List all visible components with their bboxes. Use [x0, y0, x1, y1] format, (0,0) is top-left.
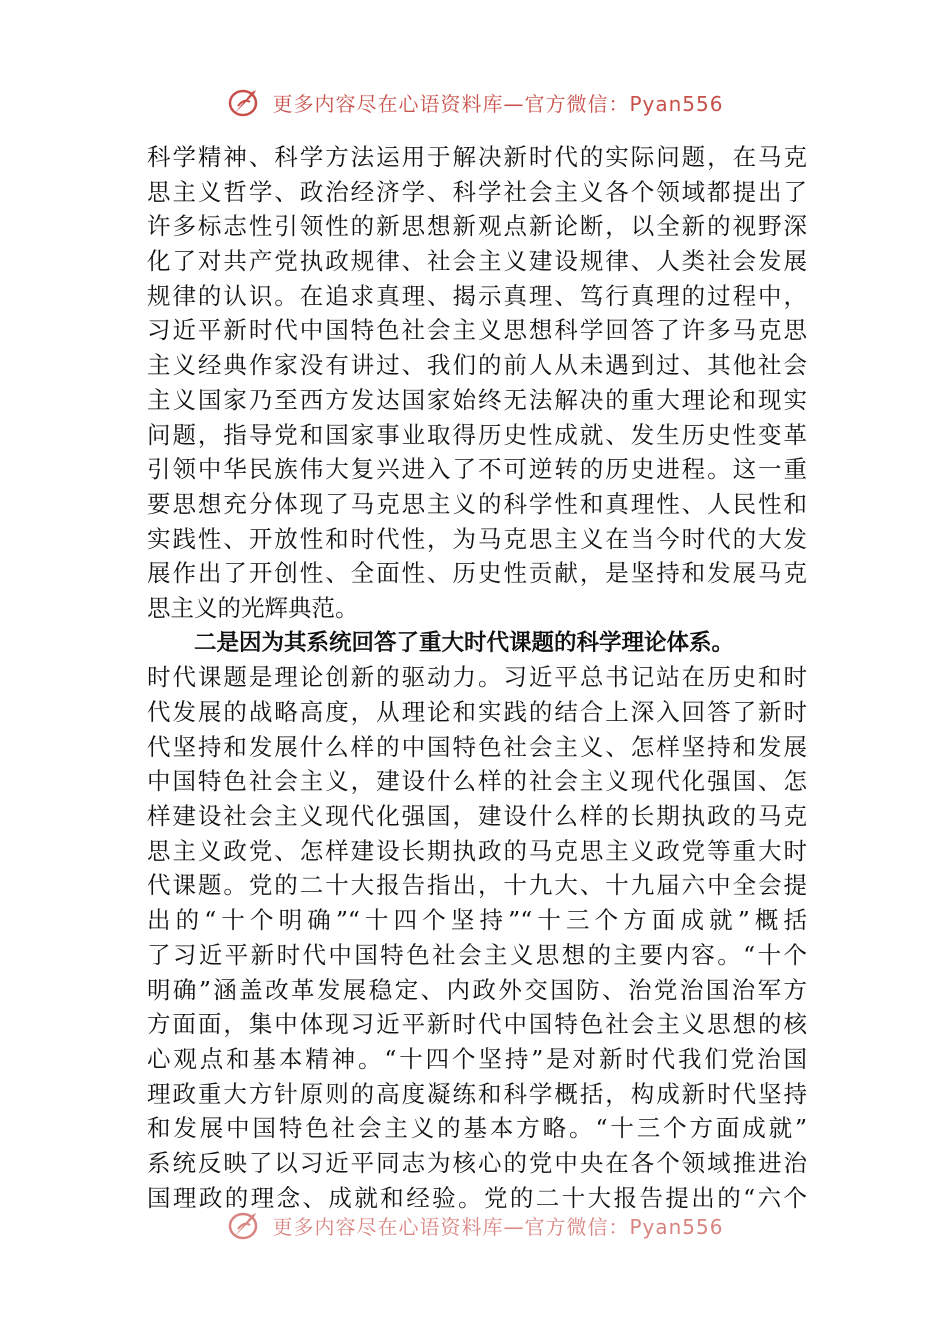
paragraph-line: 代课题。党的二十大报告指出，十九大、十九届六中全会提 [147, 871, 807, 900]
paragraph-line: 和发展中国特色社会主义的基本方略。“十三个方面成就” [147, 1114, 807, 1143]
section-heading: 二是因为其系统回答了重大时代课题的科学理论体系。 [194, 629, 735, 656]
paragraph-line: 思主义哲学、政治经济学、科学社会主义各个领域都提出了 [147, 177, 807, 206]
watermark-footer [0, 1205, 950, 1245]
paragraph-line: 问题，指导党和国家事业取得历史性成就、发生历史性变革 [147, 420, 807, 449]
paragraph-line: 时代课题是理论创新的驱动力。习近平总书记站在历史和时 [147, 663, 807, 692]
paragraph-line: 明确”涵盖改革发展稳定、内政外交国防、治党治国治军方 [147, 975, 807, 1004]
paragraph-line: 国理政的理念、成就和经验。党的二十大报告提出的“六个 [147, 1183, 807, 1212]
paragraph-line: 心观点和基本精神。“十四个坚持”是对新时代我们党治国 [147, 1044, 807, 1073]
watermark-header [0, 82, 950, 122]
paragraph-line: 科学精神、科学方法运用于解决新时代的实际问题，在马克 [147, 143, 807, 171]
paragraph-line: 代坚持和发展什么样的中国特色社会主义、怎样坚持和发展 [147, 732, 807, 761]
paragraph-line: 理政重大方针原则的高度凝练和科学概括，构成新时代坚持 [147, 1079, 807, 1108]
paragraph-line: 规律的认识。在追求真理、揭示真理、笃行真理的过程中， [147, 281, 807, 310]
paragraph-line: 代发展的战略高度，从理论和实践的结合上深入回答了新时 [147, 698, 807, 726]
watermark-text: 更多内容尽在心语资料库—官方微信：Pyan556 [272, 1214, 724, 1239]
paragraph-line: 要思想充分体现了马克思主义的科学性和真理性、人民性和 [147, 489, 807, 518]
paragraph-line: 系统反映了以习近平同志为核心的党中央在各个领域推进治 [147, 1148, 807, 1177]
paragraph-line: 样建设社会主义现代化强国，建设什么样的长期执政的马克 [147, 802, 807, 831]
paragraph-line: 化了对共产党执政规律、社会主义建设规律、人类社会发展 [147, 247, 807, 276]
paragraph-line: 思主义的光辉典范。 [147, 593, 359, 622]
watermark-text: 更多内容尽在心语资料库—官方微信：Pyan556 [272, 91, 724, 116]
paragraph-line: 主义经典作家没有讲过、我们的前人从未遇到过、其他社会 [147, 351, 807, 380]
paragraph-line: 实践性、开放性和时代性，为马克思主义在当今时代的大发 [147, 524, 807, 553]
paragraph-line: 思主义政党、怎样建设长期执政的马克思主义政党等重大时 [147, 836, 807, 865]
pen-logo-icon [226, 1207, 264, 1243]
paragraph-line: 中国特色社会主义，建设什么样的社会主义现代化强国、怎 [147, 767, 807, 796]
paragraph-line: 方面面，集中体现习近平新时代中国特色社会主义思想的核 [147, 1010, 807, 1039]
paragraph-line: 习近平新时代中国特色社会主义思想科学回答了许多马克思 [147, 316, 807, 345]
document-body [147, 140, 807, 1215]
paragraph-line: 主义国家乃至西方发达国家始终无法解决的重大理论和现实 [147, 385, 807, 414]
paragraph-line: 引领中华民族伟大复兴进入了不可逆转的历史进程。这一重 [147, 455, 807, 484]
paragraph-line: 出的“十个明确”“十四个坚持”“十三个方面成就”概括 [147, 906, 807, 935]
paragraph-line: 展作出了开创性、全面性、历史性贡献，是坚持和发展马克 [147, 559, 807, 588]
paragraph-line: 了习近平新时代中国特色社会主义思想的主要内容。“十个 [147, 940, 807, 969]
paragraph-line: 许多标志性引领性的新思想新观点新论断，以全新的视野深 [147, 212, 807, 241]
pen-logo-icon [226, 84, 264, 120]
